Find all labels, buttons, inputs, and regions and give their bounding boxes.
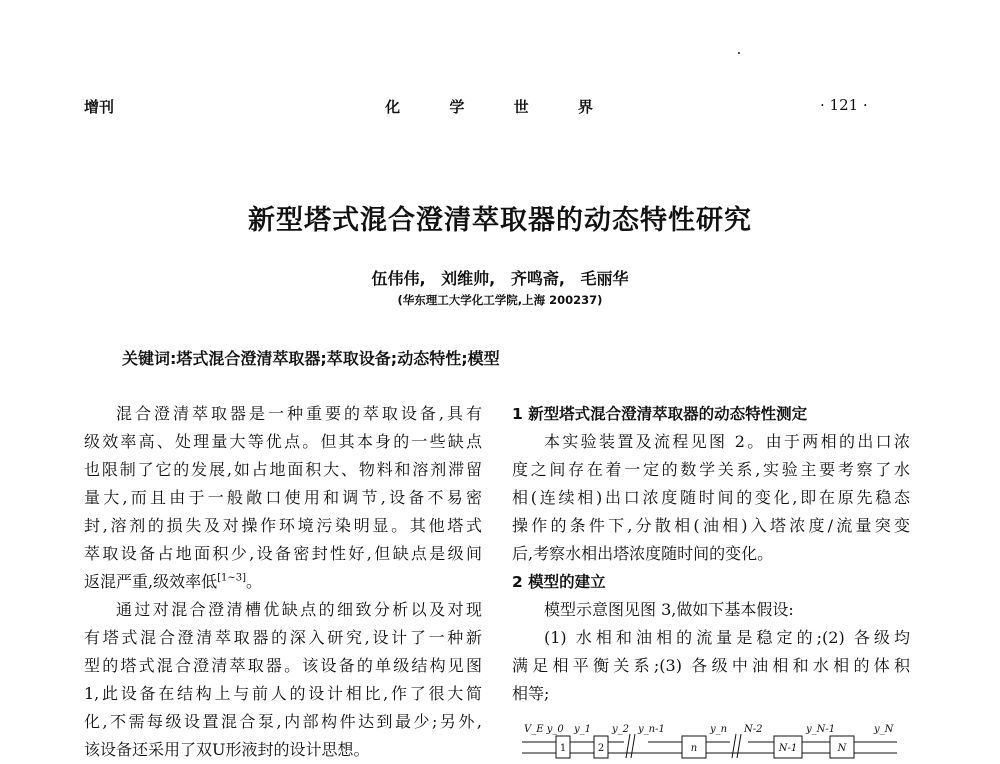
body-line: 操作的条件下,分散相(油相)入塔浓度/流量突变 xyxy=(512,516,910,535)
page-number: · 121 · xyxy=(820,96,868,114)
label-stage-n-2: N-2 xyxy=(744,724,763,735)
body-line: 萃取设备占地面积少,设备密封性好,但缺点是级间 xyxy=(84,544,482,563)
body-line: 有塔式混合澄清萃取器的深入研究,设计了一种新 xyxy=(84,628,482,647)
stage-n: n xyxy=(690,743,698,754)
body-text: 返混严重,级效率低 xyxy=(84,572,218,591)
scan-speck xyxy=(738,52,740,54)
section-2-heading: 2 模型的建立 xyxy=(512,573,606,591)
body-line: 通过对混合澄清槽优缺点的细致分析以及对现 xyxy=(116,600,482,619)
label-yN: y_N xyxy=(874,724,894,735)
author-list: 伍伟伟, 刘维帅, 齐鸣斋, 毛丽华 xyxy=(371,269,629,288)
affiliation: (华东理工大学化工学院,上海 200237) xyxy=(397,293,603,307)
citation-ref: [1~3] xyxy=(217,572,246,584)
section-1-heading: 1 新型塔式混合澄清萃取器的动态特性测定 xyxy=(512,405,808,423)
body-line: 模型示意图见图 3,做如下基本假设: xyxy=(544,600,794,619)
left-column xyxy=(84,400,482,764)
label-y2: y_2 xyxy=(612,724,630,735)
stage-2: 2 xyxy=(597,743,605,754)
body-text: 。 xyxy=(246,572,263,591)
body-line: 相等; xyxy=(512,684,550,703)
body-line: 1,此设备在结构上与前人的设计相比,作了很大简 xyxy=(84,684,482,703)
body-line: 满足相平衡关系;(3) 各级中油相和水相的体积 xyxy=(512,656,910,675)
body-line: 化,不需每级设置混合泵,内部构件达到最少;另外, xyxy=(84,712,482,731)
body-line: 相(连续相)出口浓度随时间的变化,即在原先稳态 xyxy=(512,488,910,507)
body-line: 封,溶剂的损失及对操作环境污染明显。其他塔式 xyxy=(84,516,482,535)
body-line: 也限制了它的发展,如占地面积大、物料和溶剂滞留 xyxy=(84,460,482,479)
label-y1: y_1 xyxy=(574,724,592,735)
stage-N-1: N-1 xyxy=(778,743,798,754)
body-line: 后,考察水相出塔浓度随时间的变化。 xyxy=(512,544,774,563)
label-yN-1: y_N-1 xyxy=(806,724,836,735)
label-inlet: V_E y_0 xyxy=(524,724,564,735)
stage-1: 1 xyxy=(559,743,567,754)
body-line: 该设备还采用了双U形液封的设计思想。 xyxy=(84,740,370,759)
keywords: 关键词:塔式混合澄清萃取器;萃取设备;动态特性;模型 xyxy=(122,349,500,368)
body-line: 本实验装置及流程见图 2。由于两相的出口浓 xyxy=(544,432,910,451)
stage-N: N xyxy=(837,743,847,754)
body-line-with-citation xyxy=(84,568,482,596)
label-yn-1: y_n-1 xyxy=(638,724,665,735)
label-yn: y_n xyxy=(710,724,728,735)
journal-name: 化 学 世 界 xyxy=(385,98,615,116)
journal-issue-label: 增刊 xyxy=(84,98,115,116)
body-line: 型的塔式混合澄清萃取器。该设备的单级结构见图 xyxy=(84,656,482,675)
body-line: 度之间存在着一定的数学关系,实验主要考察了水 xyxy=(512,460,910,479)
right-column xyxy=(512,400,910,708)
body-line: (1) 水相和油相的流量是稳定的;(2) 各级均 xyxy=(544,628,910,647)
body-line: 量大,而且由于一般敞口使用和调节,设备不易密 xyxy=(84,488,482,507)
stage-model-diagram xyxy=(512,722,912,760)
body-line: 级效率高、处理量大等优点。但其本身的一些缺点 xyxy=(84,432,482,451)
body-line: 混合澄清萃取器是一种重要的萃取设备,具有 xyxy=(116,404,482,423)
paper-title: 新型塔式混合澄清萃取器的动态特性研究 xyxy=(248,205,752,236)
